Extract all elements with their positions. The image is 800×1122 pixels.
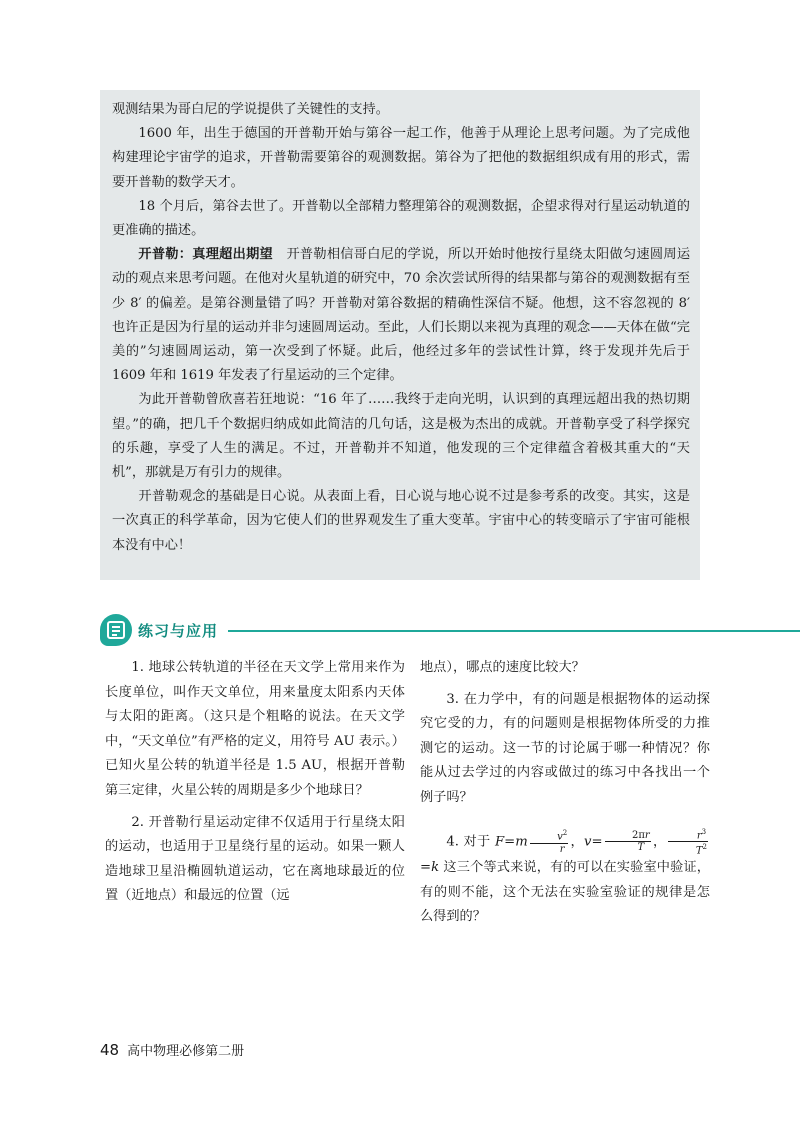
formula-force: F	[494, 833, 505, 849]
exercise-item: 4. 对于 F=m $\frac{v^2}{r}$ ，v= $\frac{2\pi r}{T}$ ， $\frac{r^3}{T^2}$ =k 这三个等式来说，有的可以在实验室中验证，有的则不能，这个无法在实验室验证的规律是怎么得到的？	[420, 827, 710, 925]
exercise-book-icon	[100, 614, 132, 646]
page-footer	[100, 1040, 244, 1059]
formula-fraction: $\frac{r^3}{T^2}$	[668, 827, 708, 857]
reading-box	[100, 90, 700, 580]
exercise-item: 1. 地球公转轨道的半径在天文学上常用来作为长度单位，叫作天文单位，用来量度太阳系内天体与太阳的距离。（这只是个粗略的说法。在天文学中，“天文单位”有严格的定义，用符号 AU 表示。）已知火星公转的轨道半径是 1.5 AU，根据开普勒第三定律，火星公转的周期是多少个地球日？	[105, 660, 405, 798]
reading-paragraph: 1600 年，出生于德国的开普勒开始与第谷一起工作，他善于从理论上思考问题。为了完成他构建理论宇宙学的追求，开普勒需要第谷的观测数据。第谷为了把他的数据组织成有用的形式，需要开普勒的数学天才。	[112, 126, 690, 190]
exercise-item-continued: 地点），哪点的速度比较大？	[420, 660, 585, 675]
section-title: 练习与应用	[138, 622, 219, 640]
formula-fraction: $\frac{v^2}{r}$	[530, 828, 569, 854]
page-number: 48	[100, 1041, 120, 1059]
reading-subheading: 开普勒：真理超出期望	[138, 247, 273, 263]
reading-subheading-body: 开普勒相信哥白尼的学说，所以开始时他按行星绕太阳做匀速圆周运动的观点来思考问题。在他对火星轨道的研究中，70 余次尝试所得的结果都与第谷的观测数据有至少 8′ 的偏差。是第谷测量错了吗？开普勒对第谷数据的精确性深信不疑。他想，这不容忽视的 8′ 也许正是因为行星的运动并非匀速圆周运动。至此，人们长期以来视为真理的观念——天体在做“完美的”匀速圆周运动，第一次受到了怀疑。此后，他经过多年的尝试性计算，终于发现并先后于 1609 年和 1619 年发表了行星运动的三个定律。	[112, 247, 691, 384]
exercise-q4-suffix: 这三个等式来说，有的可以在实验室中验证，有的则不能，这个无法在实验室验证的规律是怎么得到的？	[420, 860, 710, 925]
reading-paragraph: 18 个月后，第谷去世了。开普勒以全部精力整理第谷的观测数据，企望求得对行星运动轨道的更准确的描述。	[112, 198, 690, 239]
section-divider	[228, 630, 800, 632]
reading-paragraph: 观测结果为哥白尼的学说提供了关键性的支持。	[112, 102, 389, 117]
reading-paragraph: 为此开普勒曾欣喜若狂地说：“16 年了……我终于走向光明，认识到的真理远超出我的热切期望。”的确，把几千个数据归纳成如此简洁的几句话，这是极为杰出的成就。开普勒享受了科学探究的乐趣，享受了人生的满足。不过，开普勒并不知道，他发现的三个定律蕴含着极其重大的“天机”，那就是万有引力的规律。	[112, 392, 690, 481]
exercise-q4-prefix: 4. 对于	[446, 833, 491, 849]
exercise-item: 3. 在力学中，有的问题是根据物体的运动探究它受的力，有的问题则是根据物体所受的力推测它的运动。这一节的讨论属于哪一种情况？你能从过去学过的内容或做过的练习中各找出一个例子吗？	[420, 691, 710, 805]
exercise-column-right	[420, 656, 710, 937]
formula-velocity: v	[584, 833, 592, 849]
book-title: 高中物理必修第二册	[127, 1044, 245, 1059]
exercise-column-left	[105, 656, 405, 916]
reading-paragraph	[112, 243, 690, 388]
reading-paragraph: 开普勒观念的基础是日心说。从表面上看，日心说与地心说不过是参考系的改变。其实，这是一次真正的科学革命，因为它使人们的世界观发生了重大变革。宇宙中心的转变暗示了宇宙可能根本没有中心！	[112, 489, 690, 553]
exercise-item: 2. 开普勒行星运动定律不仅适用于行星绕太阳的运动，也适用于卫星绕行星的运动。如果一颗人造地球卫星沿椭圆轨道运动，它在离地球最近的位置（近地点）和最远的位置（远	[105, 814, 405, 904]
formula-constant: k	[431, 860, 440, 876]
section-header	[100, 614, 800, 650]
formula-fraction: $\frac{2\pi r}{T}$	[605, 830, 651, 853]
